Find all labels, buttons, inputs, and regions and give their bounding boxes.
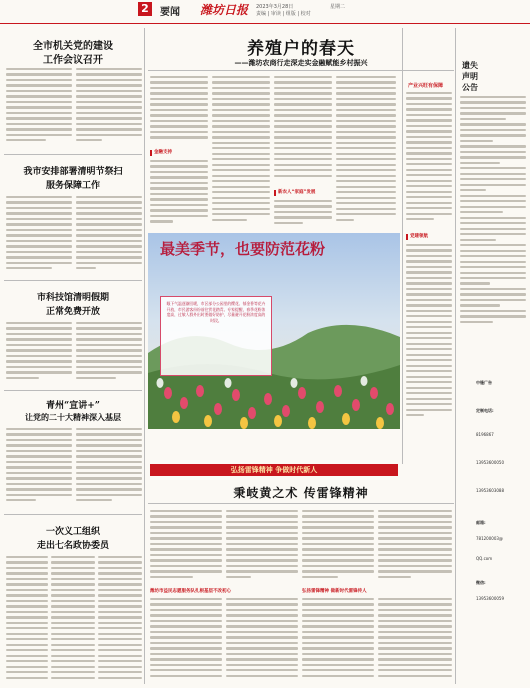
article-body — [378, 510, 452, 582]
article-body — [6, 556, 48, 684]
photo-caption: 眼下气温逐渐回暖，市区部分公园里的樱花、郁金香等花卉开放，市民游客纷纷前往赏花踏青。专家提醒，春季花粉浓度高，过敏人群外出时要做好防护，尽量避开花粉浓度高的时段。 — [160, 296, 272, 376]
bottom-subtitle: 潍坊市益民志愿服务队扎根基层不改初心 — [150, 589, 231, 594]
section-tag: 党建领航 — [406, 234, 428, 240]
article-body — [76, 322, 142, 382]
issue-weekday: 星期二 — [330, 4, 346, 10]
article-title: 全市机关党的建设 — [33, 41, 113, 52]
ad-label: 微信: — [476, 580, 486, 585]
section-tag: 新农人“家庭”发展 — [274, 190, 315, 196]
article-body — [6, 196, 72, 272]
ad-phone: 13953600050 — [476, 460, 504, 465]
article-body — [76, 68, 142, 144]
lead-headline: 养殖户的春天 — [247, 39, 355, 59]
article-body — [51, 556, 95, 684]
article-body — [150, 510, 222, 582]
notice-list — [460, 96, 526, 328]
article-body — [302, 510, 374, 582]
article-body — [212, 76, 270, 228]
article-divider — [4, 280, 142, 281]
article-body — [226, 510, 298, 582]
notice-title-line: 公告 — [462, 83, 478, 92]
classified-ad — [456, 336, 526, 684]
newspaper-logo: 潍坊日报 — [200, 3, 249, 17]
bottom-headline: 秉岐黄之术 传雷锋精神 — [233, 486, 369, 500]
article-title: 青州“宣讲+” — [46, 401, 100, 411]
article-body — [302, 598, 374, 684]
article-body — [76, 428, 142, 508]
notice-title — [462, 60, 522, 93]
article-body — [76, 196, 142, 272]
bottom-divider — [148, 503, 454, 504]
article-body — [98, 556, 142, 684]
article-body — [226, 598, 298, 684]
ad-phone: 8196867 — [476, 432, 494, 437]
article-title: 服务保障工作 — [45, 181, 100, 191]
article-body — [6, 322, 72, 382]
article-title: 一次义工组织 — [45, 527, 100, 537]
notice-title-line: 声明 — [462, 72, 478, 81]
article-divider — [4, 390, 142, 391]
lead-right-subtitle: 产业兴旺有保障 — [408, 83, 444, 89]
masthead — [0, 0, 530, 24]
ad-label: 中缝广告 — [476, 380, 492, 385]
issue-date: 2023年3月28日 — [256, 4, 294, 10]
article-body — [378, 598, 452, 684]
article-title: 我市安排部署清明节祭扫 — [23, 167, 123, 177]
lead-subhead: ——潍坊农商行走深走实金融赋能乡村振兴 — [234, 59, 368, 67]
article-body — [150, 598, 222, 684]
editor-credits: 责编 | 审读 | 组版 | 校对 — [256, 11, 311, 17]
article-title: 让党的二十大精神深入基层 — [25, 412, 121, 422]
ad-label: 定制电话: — [476, 408, 494, 413]
section-banner: 弘扬雷锋精神 争做时代新人 — [150, 464, 398, 476]
ad-label: 邮箱: — [476, 520, 486, 525]
article-body — [336, 76, 396, 228]
notice-title-line: 遗失 — [462, 61, 478, 70]
column-divider — [402, 28, 403, 464]
article-title: 走出七名政协委员 — [36, 541, 109, 551]
article-body — [6, 68, 72, 144]
ad-email-domain: QQ.com — [476, 556, 493, 561]
lead-divider — [148, 70, 454, 71]
article-body — [150, 76, 208, 146]
section-name: 要闻 — [160, 7, 180, 18]
column-divider — [144, 28, 145, 684]
article-title: 工作会议召开 — [43, 55, 103, 66]
ad-phone: 13953603088 — [476, 488, 504, 493]
photo-title: 最美季节，也要防范花粉 — [160, 240, 326, 258]
article-divider — [4, 514, 142, 515]
article-title: 正常免费开放 — [45, 307, 100, 317]
article-body — [6, 428, 72, 508]
article-title: 市科技馆清明假期 — [36, 293, 109, 303]
article-body — [274, 76, 332, 186]
section-tag: 金融支持 — [150, 150, 172, 156]
article-body — [274, 200, 332, 228]
article-body — [406, 92, 452, 228]
ad-email: 781200003@ — [476, 536, 503, 541]
article-body — [150, 160, 208, 228]
article-body — [406, 244, 452, 424]
article-divider — [4, 154, 142, 155]
ad-phone: 13953600059 — [476, 596, 504, 601]
bottom-subtitle: 弘扬雷锋精神 做新时代雷锋传人 — [302, 589, 367, 594]
page-number: 2 — [138, 2, 152, 16]
